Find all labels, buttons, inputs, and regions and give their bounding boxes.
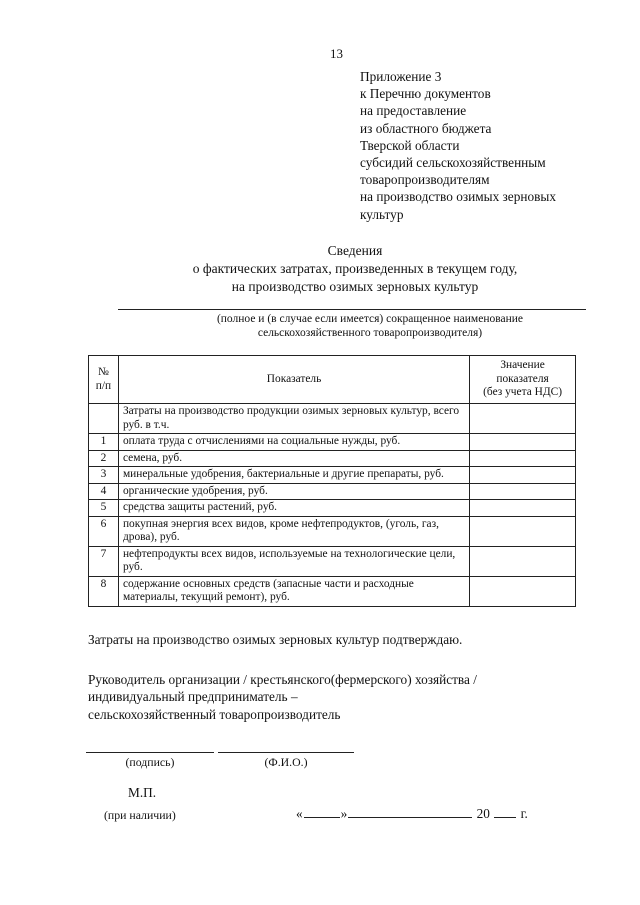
row-num: 3	[89, 467, 119, 484]
appendix-line: товаропроизводителям	[360, 172, 490, 188]
title-line: о фактических затратах, произведенных в текущем году,	[192, 261, 518, 276]
row-indicator: нефтепродукты всех видов, используемые на технологические цели, руб.	[118, 546, 469, 576]
appendix-line: на предоставление	[360, 103, 467, 119]
row-indicator: покупная энергия всех видов, кроме нефтепродуктов, (уголь, газ, дрова), руб.	[118, 516, 469, 546]
date-open-quote: «	[296, 806, 303, 821]
appendix-line: Приложение 3	[360, 69, 442, 84]
row-indicator: содержание основных средств (запасные части и расходные материалы, текущий ремонт), руб.	[118, 576, 469, 606]
appendix-line: культур	[360, 206, 404, 222]
row-num: 2	[89, 450, 119, 467]
date-close-quote: »	[340, 806, 348, 821]
producer-name-caption	[150, 312, 590, 340]
table-row	[89, 516, 576, 546]
appendix-line: к Перечню документов	[360, 86, 491, 102]
appendix-header	[360, 68, 556, 223]
head-line: сельскохозяйственный товаропроизводитель	[88, 706, 341, 722]
head-line: индивидуальный предприниматель –	[88, 689, 298, 705]
month-field[interactable]	[348, 805, 472, 818]
row-num: 8	[89, 576, 119, 606]
table-row	[89, 434, 576, 451]
appendix-line: Тверской области	[360, 137, 460, 153]
row-indicator: семена, руб.	[118, 450, 469, 467]
row-value-cell[interactable]	[470, 576, 576, 606]
table-row	[89, 576, 576, 606]
year-suffix: г.	[520, 806, 528, 821]
row-value-cell[interactable]	[470, 450, 576, 467]
row-indicator: средства защиты растений, руб.	[118, 500, 469, 517]
table-row	[89, 467, 576, 484]
row-value-cell[interactable]	[470, 404, 576, 434]
title-line: Сведения	[327, 243, 383, 258]
row-value-cell[interactable]	[470, 434, 576, 451]
row-num: 1	[89, 434, 119, 451]
row-value-cell[interactable]	[470, 467, 576, 484]
appendix-line: из областного бюджета	[360, 120, 492, 136]
row-num: 5	[89, 500, 119, 517]
header-num-line: №	[98, 366, 109, 378]
date-field	[296, 805, 528, 822]
appendix-line: на производство озимых зерновых	[360, 189, 556, 205]
full-name-field[interactable]	[218, 752, 354, 753]
caption-line: (полное и (в случае если имеется) сокращенное наименование	[216, 313, 524, 325]
page-number: 13	[330, 46, 343, 61]
row-indicator: Затраты на производство продукции озимых зерновых культур, всего руб. в т.ч.	[118, 404, 469, 434]
head-line: Руководитель организации / крестьянского(фермерского) хозяйства /	[88, 672, 477, 687]
stamp-note: (при наличии)	[104, 808, 176, 822]
row-indicator: минеральные удобрения, бактериальные и другие препараты, руб.	[118, 467, 469, 484]
header-indicator: Показатель	[118, 356, 469, 404]
day-field[interactable]	[304, 805, 340, 818]
title-line: на производство озимых зерновых культур	[231, 279, 479, 294]
table-row	[89, 546, 576, 576]
producer-name-field[interactable]	[118, 309, 586, 310]
row-indicator: органические удобрения, руб.	[118, 483, 469, 500]
table-row	[89, 500, 576, 517]
header-value-line: (без учета НДС)	[483, 386, 562, 399]
table-row	[89, 404, 576, 434]
row-value-cell[interactable]	[470, 500, 576, 517]
table-header-row	[89, 356, 576, 404]
row-value-cell[interactable]	[470, 516, 576, 546]
header-num	[89, 356, 119, 404]
document-title	[100, 242, 610, 296]
row-num: 4	[89, 483, 119, 500]
indicators-table	[88, 355, 576, 607]
row-num	[89, 404, 119, 434]
row-value-cell[interactable]	[470, 483, 576, 500]
header-value-line: показателя	[496, 372, 549, 385]
year-prefix: 20	[476, 806, 490, 821]
full-name-caption: (Ф.И.О.)	[264, 755, 308, 769]
stamp-label: М.П.	[128, 785, 157, 800]
header-value-line: Значение	[500, 359, 545, 372]
table-row	[89, 450, 576, 467]
head-of-organization	[88, 671, 477, 723]
confirmation-text: Затраты на производство озимых зерновых культур подтверждаю.	[88, 632, 463, 647]
row-indicator: оплата труда с отчислениями на социальные нужды, руб.	[118, 434, 469, 451]
row-num: 7	[89, 546, 119, 576]
caption-line: сельскохозяйственного товаропроизводителя)	[257, 327, 483, 339]
signature-field[interactable]	[86, 752, 214, 753]
header-value	[470, 356, 576, 404]
table-row	[89, 483, 576, 500]
header-num-line: п/п	[95, 379, 112, 392]
row-value-cell[interactable]	[470, 546, 576, 576]
year-field[interactable]	[494, 805, 516, 818]
row-num: 6	[89, 516, 119, 546]
appendix-line: субсидий сельскохозяйственным	[360, 155, 546, 171]
signature-caption: (подпись)	[125, 755, 175, 769]
